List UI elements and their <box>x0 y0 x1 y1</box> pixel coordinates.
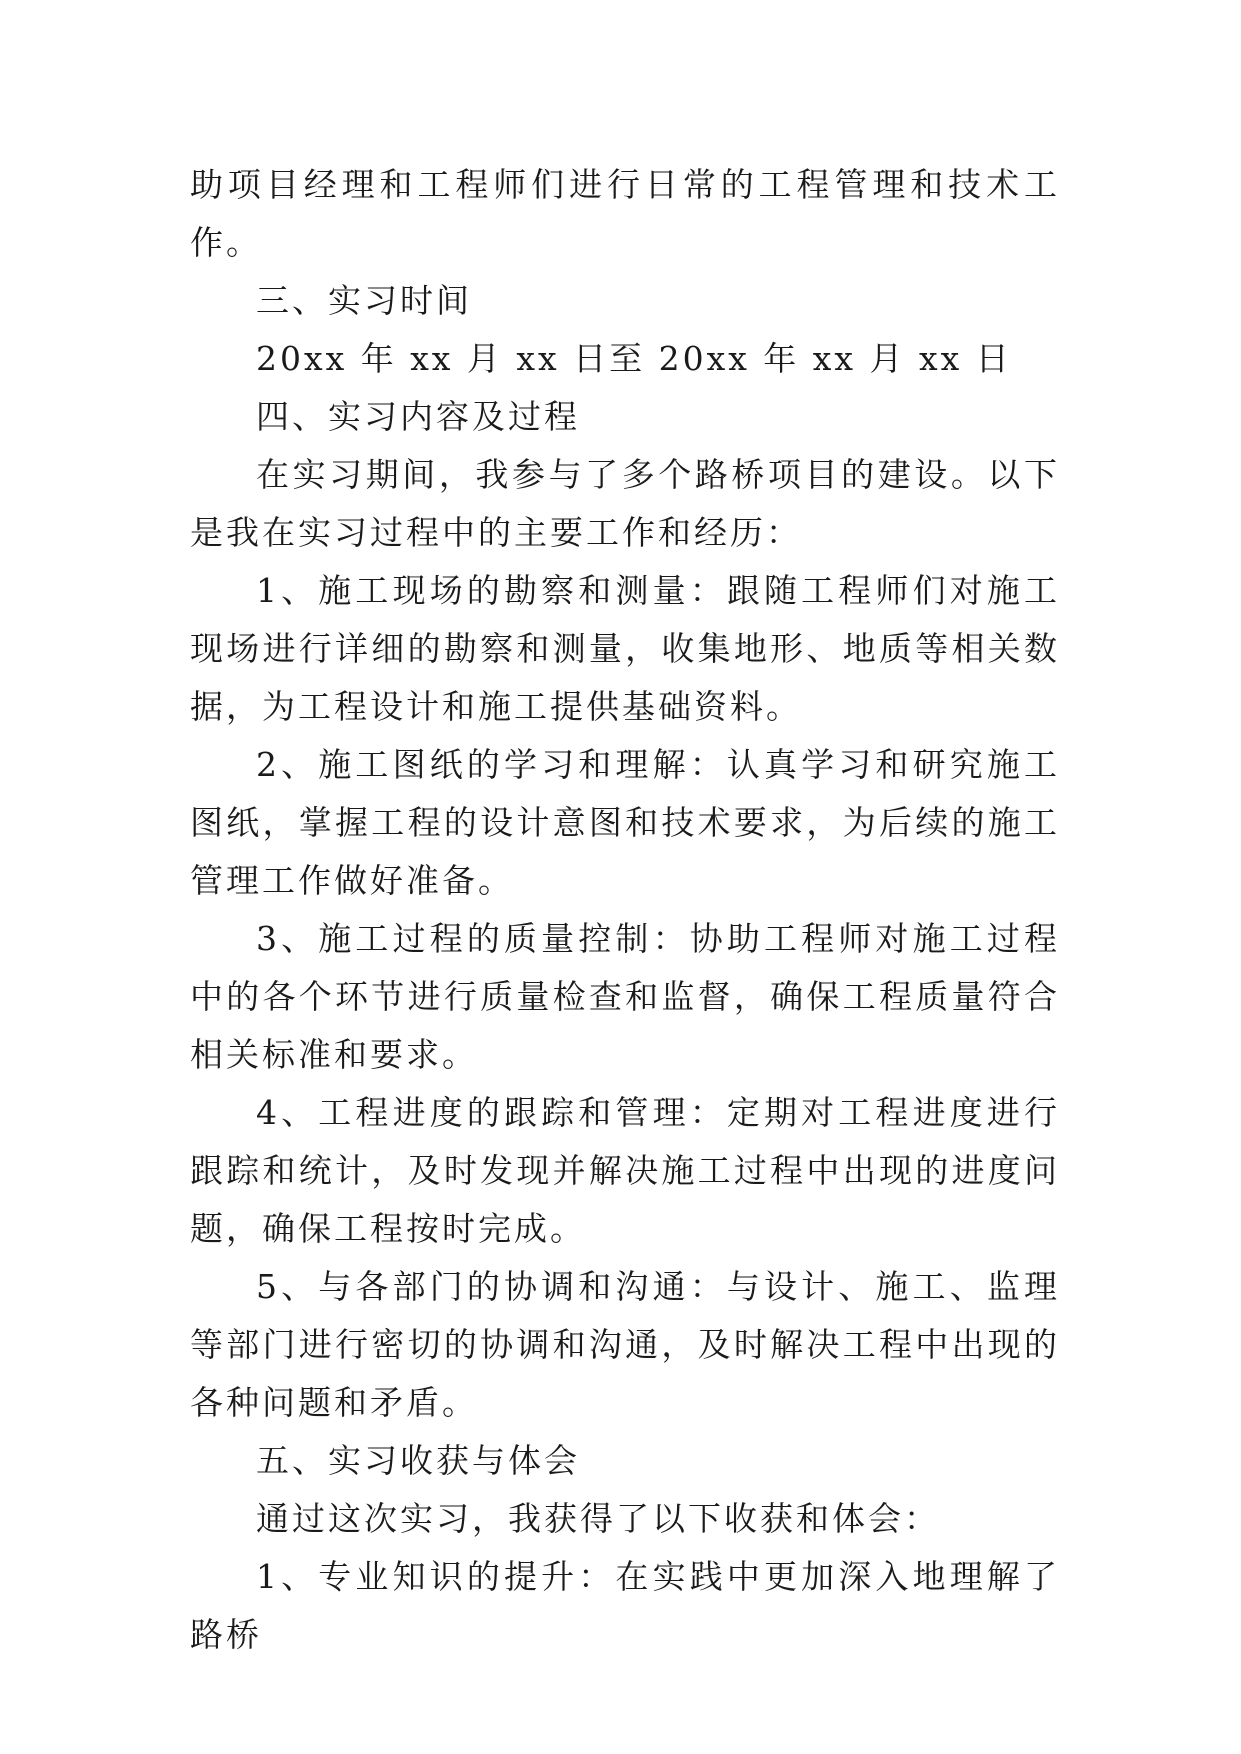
list-item-drawings: 2、施工图纸的学习和理解：认真学习和研究施工图纸，掌握工程的设计意图和技术要求，为后续的施工管理工作做好准备。 <box>190 745 1060 900</box>
paragraph-gains-intro: 通过这次实习，我获得了以下收获和体会： <box>256 1499 940 1538</box>
list-item-progress-tracking: 4、工程进度的跟踪和管理：定期对工程进度进行跟踪和统计，及时发现并解决施工过程中出现的进度问题，确保工程按时完成。 <box>190 1093 1060 1248</box>
list-item-coordination: 5、与各部门的协调和沟通：与设计、施工、监理等部门进行密切的协调和沟通，及时解决工程中出现的各种问题和矛盾。 <box>190 1267 1060 1422</box>
section-heading-content-process: 四、实习内容及过程 <box>256 397 580 436</box>
list-item-knowledge: 1、专业知识的提升：在实践中更加深入地理解了路桥 <box>190 1557 1060 1654</box>
section-heading-internship-time: 三、实习时间 <box>256 281 472 320</box>
internship-dates: 20xx 年 xx 月 xx 日至 20xx 年 xx 月 xx 日 <box>256 339 1012 378</box>
section-heading-gains: 五、实习收获与体会 <box>256 1441 580 1480</box>
paragraph-continuation: 助项目经理和工程师们进行日常的工程管理和技术工作。 <box>190 165 1060 262</box>
paragraph-intro: 在实习期间，我参与了多个路桥项目的建设。以下是我在实习过程中的主要工作和经历： <box>190 455 1060 552</box>
list-item-quality-control: 3、施工过程的质量控制：协助工程师对施工过程中的各个环节进行质量检查和监督，确保工程质量符合相关标准和要求。 <box>190 919 1060 1074</box>
list-item-site-survey: 1、施工现场的勘察和测量：跟随工程师们对施工现场进行详细的勘察和测量，收集地形、地质等相关数据，为工程设计和施工提供基础资料。 <box>190 571 1060 726</box>
document-body <box>190 156 1060 1664</box>
